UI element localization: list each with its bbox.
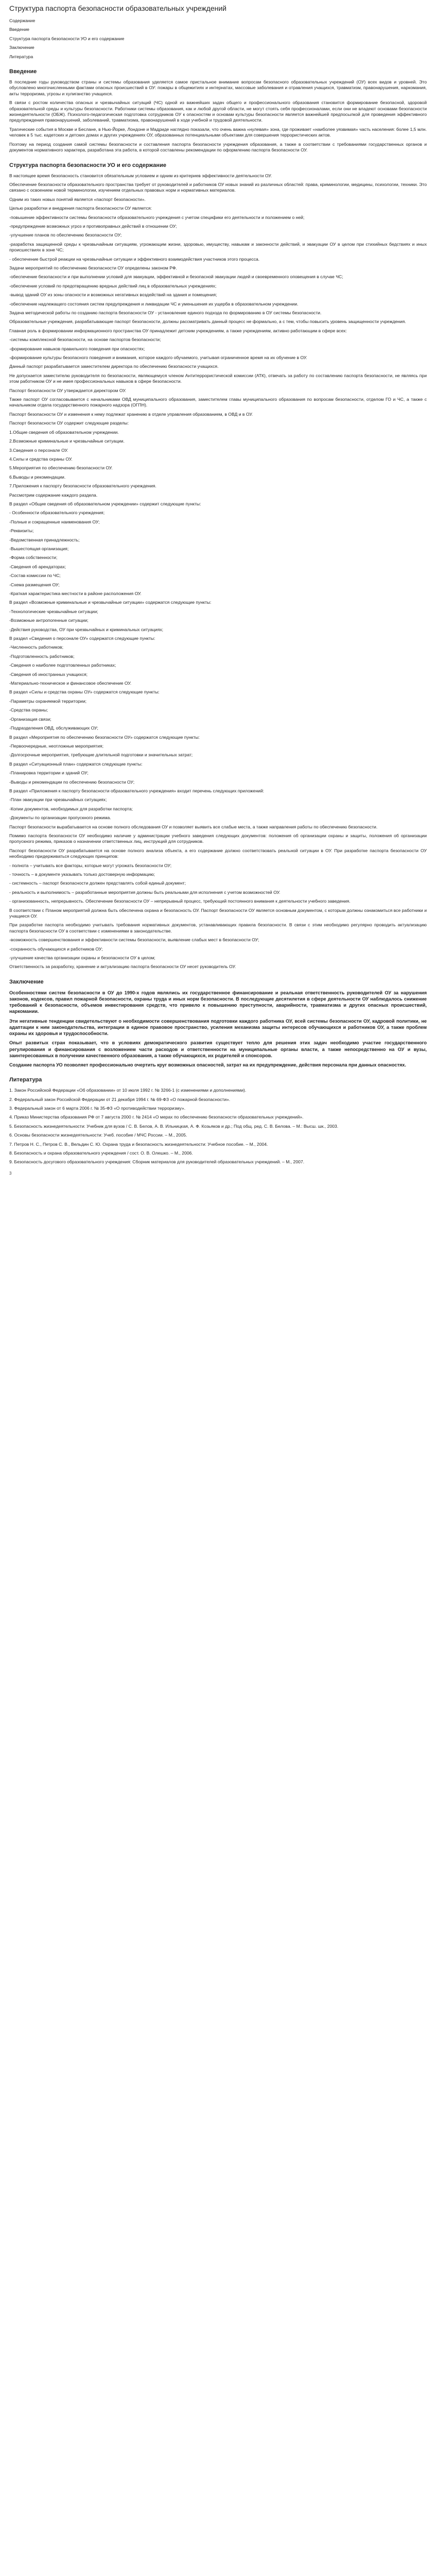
paragraph: В раздел «Силы и средства охраны ОУ» содержатся следующие пункты: <box>9 689 160 695</box>
main-body <box>9 173 427 970</box>
paragraph: -возможность совершенствования и эффективности системы безопасности, выявление слабых мест в безопасности ОУ; <box>9 937 259 943</box>
paragraph: - Особенности образовательного учреждения; <box>9 510 105 516</box>
paragraph: В связи с ростом количества опасных и чрезвычайных ситуаций (ЧС) одной из важнейших задач общего и профессионального образования становится формирование безопасной, здоровой образовательной среды и культуры безопасности. Работники системы образования, как и любой другой области, не могут стоять себя профессионалами, если они не владеют основами безопасности жизнедеятельности (ОБЖ). Психолого-педагогическая подготовка сотрудников ОУ к опасностям и основам культуры безопасности является важнейшей предпосылкой для проведения эффективного предупреждения правонарушений, заболеваний, травматизма, правонарушений в ходе учебной и трудовой деятельности. <box>9 100 427 123</box>
paragraph: -Форма собственности; <box>9 555 58 561</box>
paragraph: -Реквизиты; <box>9 528 34 534</box>
document-page <box>0 0 436 1183</box>
paragraph: В соответствии с Планом мероприятий должна быть обеспечена охрана и безопасность ОУ. Паспорт безопасности ОУ является основным документом, с которым должны ознакомиться все работники и учащиеся ОУ. <box>9 907 427 919</box>
reference-item: 5. Безопасность жизнедеятельности: Учебник для вузов / С. В. Белов, А. В. Ильницкая, А. Ф. Козьяков и др.; Под общ. ред. С. В. Белова. – М.: Высш. шк., 2003. <box>9 1123 339 1129</box>
toc-heading: Содержание <box>9 18 36 23</box>
paragraph: -Выводы и рекомендации по обеспечению безопасности ОУ; <box>9 779 135 785</box>
paragraph: -обеспечение безопасности и при выполнении условий для эвакуации, эффективной и безопасной эвакуации людей и своевременного оповещения в случае ЧС; <box>9 274 343 280</box>
paragraph: В раздел «Мероприятия по обеспечению безопасности ОУ» содержатся следующие пункты: <box>9 734 200 740</box>
paragraph: 6.Выводы и рекомендации. <box>9 474 66 480</box>
toc-item: Структура паспорта безопасности УО и его содержание <box>9 36 125 41</box>
paragraph: Паспорт безопасности вырабатывается на основе полного обследования ОУ и позволяет выявить все слабые места, а также направления работы по обеспечению безопасности. <box>9 824 378 829</box>
paragraph: Данный паспорт разрабатывается заместителем директора по обеспечению безопасности учащихся. <box>9 364 219 369</box>
paragraph: Опыт развитых стран показывает, что в условиях демократического развития существует тепло для решения этих задач необходимо участие государственного регулирования и финансирования с возложением части расходов и ответственности на муниципальные органы власти, а также непосредственно на ОУ и вузы, заинтересованных в получении качественного образования, а также обучающихся, их родителей и спонсоров. <box>9 1040 427 1058</box>
paragraph: - обеспечение быстрой реакции на чрезвычайные ситуации и эффективного взаимодействия участников этого процесса. <box>9 256 260 262</box>
paragraph: - организованность, непрерывность. Обеспечение безопасности ОУ – непрерывный процесс, требующий постоянного внимания к деятельности учебного заведения. <box>9 899 351 904</box>
page-number: 3 <box>9 1171 12 1176</box>
paragraph: 7.Приложения к паспорту безопасности образовательного учреждения. <box>9 483 156 489</box>
paragraph: Паспорт безопасности ОУ содержит следующие разделы: <box>9 420 129 426</box>
paragraph: Поэтому на период создания самой системы безопасности и составления паспорта безопасности учреждения образования, а также в соответствии с требованиями государственных органов и документов нормативного характера, разработана эта работа, в которой составлены рекомендации по оформлению паспорта безопасности ОУ. <box>9 141 427 153</box>
paragraph: - полнота – учитывать все факторы, которые могут угрожать безопасности ОУ; <box>9 862 172 868</box>
reference-item: 8. Безопасность и охрана образовательного учреждения / сост. О. В. Олешко. – М., 2006. <box>9 1150 193 1156</box>
paragraph: -Средства охраны; <box>9 707 48 713</box>
paragraph: Не допускается заместителю руководителя по безопасности, являющемуся членом Антитеррористической комиссии (АТК), отвечать за работу по составлению паспорта безопасности, не являясь при этом работником ОУ и не имея профессиональных навыков в сфере безопасности. <box>9 372 427 384</box>
paragraph: -Состав комиссии по ЧС; <box>9 573 61 579</box>
paragraph: Задача методической работы по созданию паспорта безопасности ОУ - установление единого подхода по формированию в ОУ системы безопасности. <box>9 310 322 315</box>
table-of-contents <box>9 18 427 60</box>
paragraph: Паспорт безопасности ОУ разрабатывается на основе полного анализа объекта, а его содержание должно соответствовать реальной ситуации в ОУ. При разработке паспорта безопасности ОУ необходимо придерживаться следующих принципов: <box>9 848 427 859</box>
reference-item: 4. Приказ Министерства образования РФ от 7 августа 2000 г. № 2414 «О мерах по обеспечению безопасности образовательных учреждений». <box>9 1114 304 1120</box>
paragraph: -обеспечение надлежащего состояния систем предупреждения и ликвидации ЧС и уменьшения их ущерба в образовательном учреждении. <box>9 301 299 307</box>
paragraph: -Сведения об иностранных учащихся; <box>9 671 88 677</box>
reference-item: 1. Закон Российской Федерации «Об образовании» от 10 июля 1992 г. № 3266-1 (с изменениями и дополнениями). <box>9 1088 247 1093</box>
paragraph: 1.Общие сведения об образовательном учреждении. <box>9 429 119 435</box>
paragraph: -Долгосрочные мероприятия, требующие длительной подготовки и значительных затрат; <box>9 752 193 758</box>
paragraph: - точность – в документе указывать только достоверную информацию; <box>9 872 155 877</box>
paragraph: 3.Сведения о персонале ОУ. <box>9 447 68 453</box>
paragraph: В раздел «Общие сведения об образовательном учреждении» содержит следующие пункты: <box>9 501 201 506</box>
paragraph: -формирование навыков правильного поведения при опасностях; <box>9 346 145 351</box>
paragraph: -Подразделения ОВД, обслуживающих ОУ; <box>9 725 98 731</box>
paragraph: 5.Мероприятия по обеспечению безопасности ОУ. <box>9 465 113 471</box>
paragraph: Образовательные учреждения, разрабатывающие паспорт безопасности, должны рассматривать данный процесс не формально, а с тем, чтобы повысить уровень защищенности учреждения. <box>9 319 406 325</box>
reference-item: 7. Петров Н. С., Петров С. В., Вельдин С. Ю. Охрана труда и безопасность жизнедеятельности: Учебное пособие. – М., 2004. <box>9 1141 268 1147</box>
paragraph: Эти негативные тенденции свидетельствуют о необходимости совершенствования подготовки каждого работника ОУ, всей системы безопасности ОУ, кадровой политики, не адаптации к ним законодательства, интеграции в единое правовое пространство, усиления механизма защиты интересов обучающихся и работников ОУ, а также проблем охраны их здоровья и трудоспособности. <box>9 1018 427 1037</box>
paragraph: Создание паспорта УО позволяет профессионально очертить круг возможных опасностей, затрат на их предупреждение, действия персонала при данных опасностях. <box>9 1062 406 1067</box>
paragraph: -формирование культуры безопасного поведения и внимания, которое каждого обучаемого, учитывая ограниченное время на их обучение в ОУ. <box>9 355 307 361</box>
paragraph: Трагические события в Москве и Беслане, в Нью-Йорке, Лондоне и Мадриде наглядно показали, что очень важна «нулевая» зона, где проживает «наиболее уязвимая» часть населения: более 1,5 млн. человек в 5 тыс. кадетских и детских домах и других учреждениях ОУ, образованных потенциальными объектами для совершения террористических актов. <box>9 126 427 138</box>
paragraph: В раздел «Ситуационный план» содержатся следующие пункты: <box>9 761 143 767</box>
reference-item: 2. Федеральный закон Российской Федерации от 21 декабря 1994 г. № 69-ФЗ «О пожарной безопасности». <box>9 1096 231 1102</box>
paragraph: -Сведения о наиболее подготовленных работниках; <box>9 663 116 668</box>
conclusion-heading: Заключение <box>9 978 44 985</box>
paragraph: -План эвакуации при чрезвычайных ситуациях; <box>9 797 107 803</box>
paragraph: -Полные и сокращенные наименования ОУ; <box>9 519 100 524</box>
paragraph: -Подготовленность работников; <box>9 653 75 659</box>
paragraph: -сохранность обучающихся и работников ОУ; <box>9 946 103 952</box>
paragraph: -Планировка территории и зданий ОУ; <box>9 770 89 776</box>
paragraph: Одним из таких новых понятий является «паспорт безопасности». <box>9 196 146 202</box>
paragraph: В настоящее время безопасность становится обязательным условием и одним из критериев эффективности деятельности ОУ. <box>9 173 272 178</box>
paragraph: В раздел «Возможные криминальные и чрезвычайные ситуации» содержатся следующие пункты: <box>9 600 212 605</box>
paragraph: Главная роль в формировании информационного пространства ОУ принадлежит детским учреждениям, а также учреждениям, активно работающим в сфере всех: <box>9 328 347 333</box>
paragraph: -Возможные антропогенные ситуации; <box>9 618 89 623</box>
paragraph: -Численность работников; <box>9 645 63 650</box>
paragraph: Паспорт безопасности ОУ утверждается директором ОУ. <box>9 387 127 393</box>
paragraph: Рассмотрим содержание каждого раздела. <box>9 492 98 498</box>
paragraph: -улучшение качества организации охраны и безопасности ОУ в целом; <box>9 955 155 961</box>
paragraph: Помимо паспорта безопасности ОУ необходимо наличие у администрации учебного заведения следующих документов: положения об организации охраны и защиты, положения об организации пропускного режима, приказов о назначении ответственных лиц, инструкций для сотрудников. <box>9 833 427 844</box>
paragraph: -повышение эффективности системы безопасности образовательного учреждения с учетом специфики его деятельности и положением о ней; <box>9 214 305 220</box>
reference-item: 3. Федеральный закон от 6 марта 2006 г. № 35-ФЗ «О противодействии терроризму». <box>9 1105 186 1111</box>
reference-item: 6. Основы безопасности жизнедеятельности: Учеб. пособие / МЧС России. – М., 2005. <box>9 1132 187 1138</box>
paragraph: -Схема размещения ОУ; <box>9 582 60 587</box>
toc-item: Литература <box>9 54 33 59</box>
paragraph: -системы комплексной безопасности, на основе паспортов безопасности; <box>9 337 161 343</box>
paragraph: 2.Возможные криминальные и чрезвычайные ситуации. <box>9 438 125 444</box>
intro-heading: Введение <box>9 69 37 75</box>
paragraph: - системность – паспорт безопасности должен представлять собой единый документ; <box>9 880 186 886</box>
paragraph: -Краткая характеристика местности в районе расположения ОУ. <box>9 591 142 596</box>
paragraph: Паспорт безопасности ОУ и изменения к нему подлежат хранению в отделе управления образованием, в ОВД и в ОУ. <box>9 411 253 417</box>
paragraph: 4.Силы и средства охраны ОУ. <box>9 456 73 462</box>
references-heading: Литература <box>9 1077 42 1083</box>
paragraph: -Копии документов, необходимых для разработки паспорта; <box>9 806 133 811</box>
paragraph: В раздел «Приложения к паспорту безопасности образовательного учреждения» входит перечень следующих приложений: <box>9 788 265 793</box>
paragraph: -предупреждение возможных угроз и противоправных действий в отношении ОУ; <box>9 223 177 229</box>
conclusion-body <box>9 990 427 1068</box>
paragraph: Особенностями систем безопасности в ОУ до 1990-х годов являлись их государственное финансирование и реальная ответственность руководителей ОУ за нарушения законов, кодексов, правил пожарной безопасности, охраны труда и иных норм безопасности. В последующие десятилетия в сфере деятельности ОУ наблюдалось снижение требований к безопасности, объемов инвестирования средств, что привело к повышению преступности, аварийности, травматизма и других опасных происшествий, наркомании. <box>9 990 427 1014</box>
paragraph: -Первоочередные, неотложные мероприятия; <box>9 743 103 749</box>
toc-item: Введение <box>9 27 29 32</box>
paragraph: -Действия руководства, ОУ при чрезвычайных и криминальных ситуациях; <box>9 626 164 632</box>
paragraph: При разработке паспорта необходимо учитывать требования нормативных документов, устанавливающих правила безопасности. В связи с этим необходимо регулярно проводить актуализацию паспорта безопасности ОУ в соответствии с изменениями в законодательстве. <box>9 922 427 934</box>
paragraph: Задачи мероприятий по обеспечению безопасности ОУ определены законом РФ. <box>9 265 177 270</box>
paragraph: -Материально-техническое и финансовое обеспечение ОУ. <box>9 681 132 686</box>
paragraph: - реальность и выполнимость – разработанные мероприятия должны быть реальными для исполнения с учетом возможностей ОУ. <box>9 889 281 895</box>
paragraph: -Вышестоящая организация; <box>9 546 69 551</box>
paragraph: Обеспечение безопасности образовательного пространства требует от руководителей и работников ОУ новых знаний из различных областей: права, криминологии, медицины, психологии, техники. Это связано с освоением новой терминологии, изучением отдельных правовых норм и нормативных материалов. <box>9 181 427 193</box>
paragraph: -улучшение планов по обеспечению безопасности ОУ; <box>9 232 122 238</box>
paragraph: -разработка защищенной среды к чрезвычайным ситуациям, угрожающим жизни, здоровью, имуществу, навыкам и законности действий, и эвакуации ОУ в целом при стихийных бедствиях и иных происшествиях в зоне ЧС; <box>9 241 427 253</box>
paragraph: -Технологические чрезвычайные ситуации; <box>9 608 98 614</box>
reference-item: 9. Безопасность досугового образовательного учреждения: Сборник материалов для руководителей образовательных учреждений. – М., 2007. <box>9 1159 305 1165</box>
toc-item: Заключение <box>9 45 34 50</box>
main-heading: Структура паспорта безопасности УО и его содержание <box>9 162 166 168</box>
paragraph: -Организация связи; <box>9 716 51 722</box>
paragraph: -Параметры охраняемой территории; <box>9 698 87 704</box>
references-list <box>9 1088 427 1165</box>
paragraph: Ответственность за разработку, хранение и актуализацию паспорта безопасности ОУ несет руководитель ОУ. <box>9 964 236 970</box>
paragraph: В раздел «Сведения о персонале ОУ» содержатся следующие пункты: <box>9 636 155 641</box>
paragraph: Целью разработки и внедрения паспорта безопасности ОУ является: <box>9 206 152 211</box>
paragraph: -Ведомственная принадлежность; <box>9 537 80 543</box>
paragraph: Также паспорт ОУ согласовывается с начальниками ОВД муниципального образования, заместителем главы муниципального образования по вопросам безопасности, отделом ГО и ЧС, а также с начальником отдела государственного пожарного надзора (ОГПН). <box>9 397 427 408</box>
paragraph: В последние годы руководством страны и системы образования уделяется самое пристальное внимание вопросам безопасного образовательных учреждений (ОУ) всех видов и уровней. Это обусловлено многочисленными фактами опасных происшествий в ОУ: пожары в общежитиях и интернатах, массовые заболевания и отравления учащихся, травматизм, правонарушения, наркомания, акты терроризма, угрозы и хулиганство учащихся. <box>9 79 427 96</box>
page-title: Структура паспорта безопасности образовательных учреждений <box>9 4 226 12</box>
paragraph: -обеспечение условий по предотвращению вредных действий лиц в образовательных учреждениях; <box>9 283 217 289</box>
paragraph: -вывод зданий ОУ из зоны опасности и возможных негативных воздействий на здания и помещения; <box>9 292 217 298</box>
intro-body <box>9 79 427 153</box>
paragraph: -Документы по организации пропускного режима. <box>9 815 111 821</box>
paragraph: -Сведения об арендаторах; <box>9 564 66 569</box>
